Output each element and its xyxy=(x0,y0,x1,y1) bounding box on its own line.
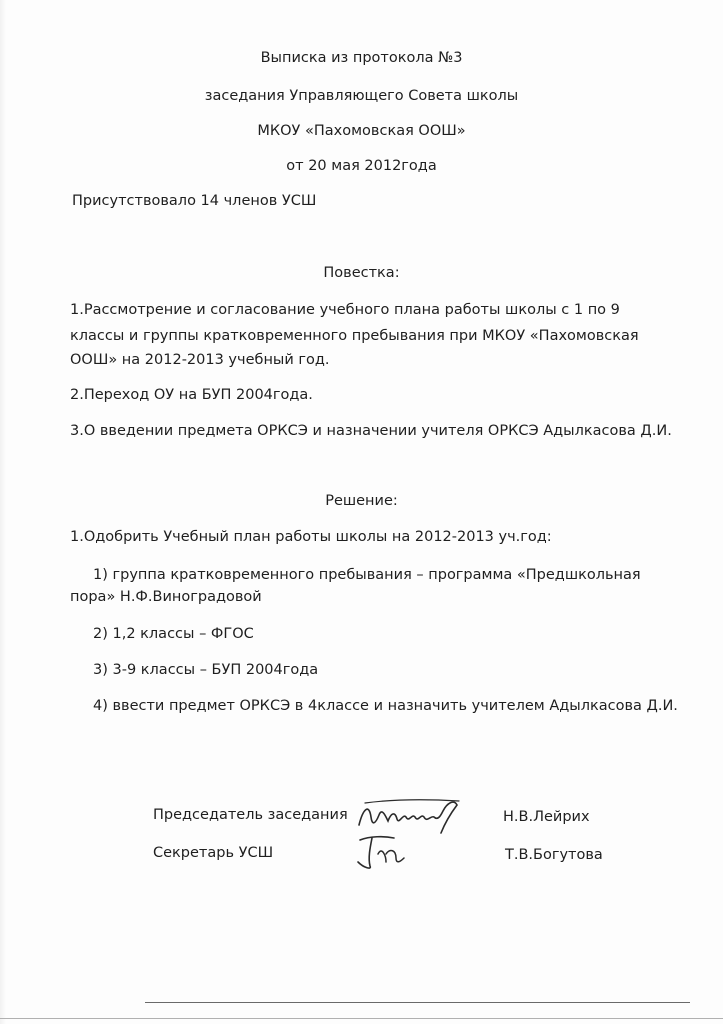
attendance-line: Присутствовало 14 членов УСШ xyxy=(72,193,317,209)
agenda-title: Повестка: xyxy=(323,265,400,281)
decision-item-3: 3) 3-9 классы – БУП 2004года xyxy=(93,662,319,678)
chair-signature-image xyxy=(355,795,465,837)
chair-name: Н.В.Лейрих xyxy=(503,809,590,825)
header-school: МКОУ «Пахомовская ООШ» xyxy=(257,123,466,139)
header-council: заседания Управляющего Совета школы xyxy=(204,88,519,104)
scan-bottom-rule xyxy=(145,1002,690,1003)
chair-role: Председатель заседания xyxy=(153,807,348,823)
scan-edge-shadow xyxy=(0,0,6,1024)
agenda-item-1-line-1: 1.Рассмотрение и согласование учебного плана работы школы с 1 по 9 xyxy=(70,302,620,318)
agenda-item-3: 3.О введении предмета ОРКСЭ и назначении учителя ОРКСЭ Адылкасова Д.И. xyxy=(70,423,672,439)
header-date: от 20 мая 2012года xyxy=(286,158,437,174)
decision-title: Решение: xyxy=(325,493,398,509)
decision-item-2: 2) 1,2 классы – ФГОС xyxy=(93,626,254,642)
decision-item-1-line-2: пора» Н.Ф.Виноградовой xyxy=(70,589,262,605)
secretary-role: Секретарь УСШ xyxy=(153,845,274,861)
decision-intro: 1.Одобрить Учебный план работы школы на 2012-2013 уч.год: xyxy=(70,529,552,545)
decision-item-1-line-1: 1) группа кратковременного пребывания – программа «Предшкольная xyxy=(93,567,641,583)
agenda-item-1-line-2: классы и группы кратковременного пребывания при МКОУ «Пахомовская xyxy=(70,328,639,344)
agenda-item-1-line-3: ООШ» на 2012-2013 учебный год. xyxy=(70,352,330,368)
secretary-name: Т.В.Богутова xyxy=(505,847,603,863)
agenda-item-2: 2.Переход ОУ на БУП 2004года. xyxy=(70,387,313,403)
decision-item-4: 4) ввести предмет ОРКСЭ в 4классе и назначить учителем Адылкасова Д.И. xyxy=(93,698,678,714)
header-title: Выписка из протокола №3 xyxy=(260,50,463,66)
scan-bottom-edge xyxy=(0,1018,723,1019)
secretary-signature-image xyxy=(352,832,412,872)
